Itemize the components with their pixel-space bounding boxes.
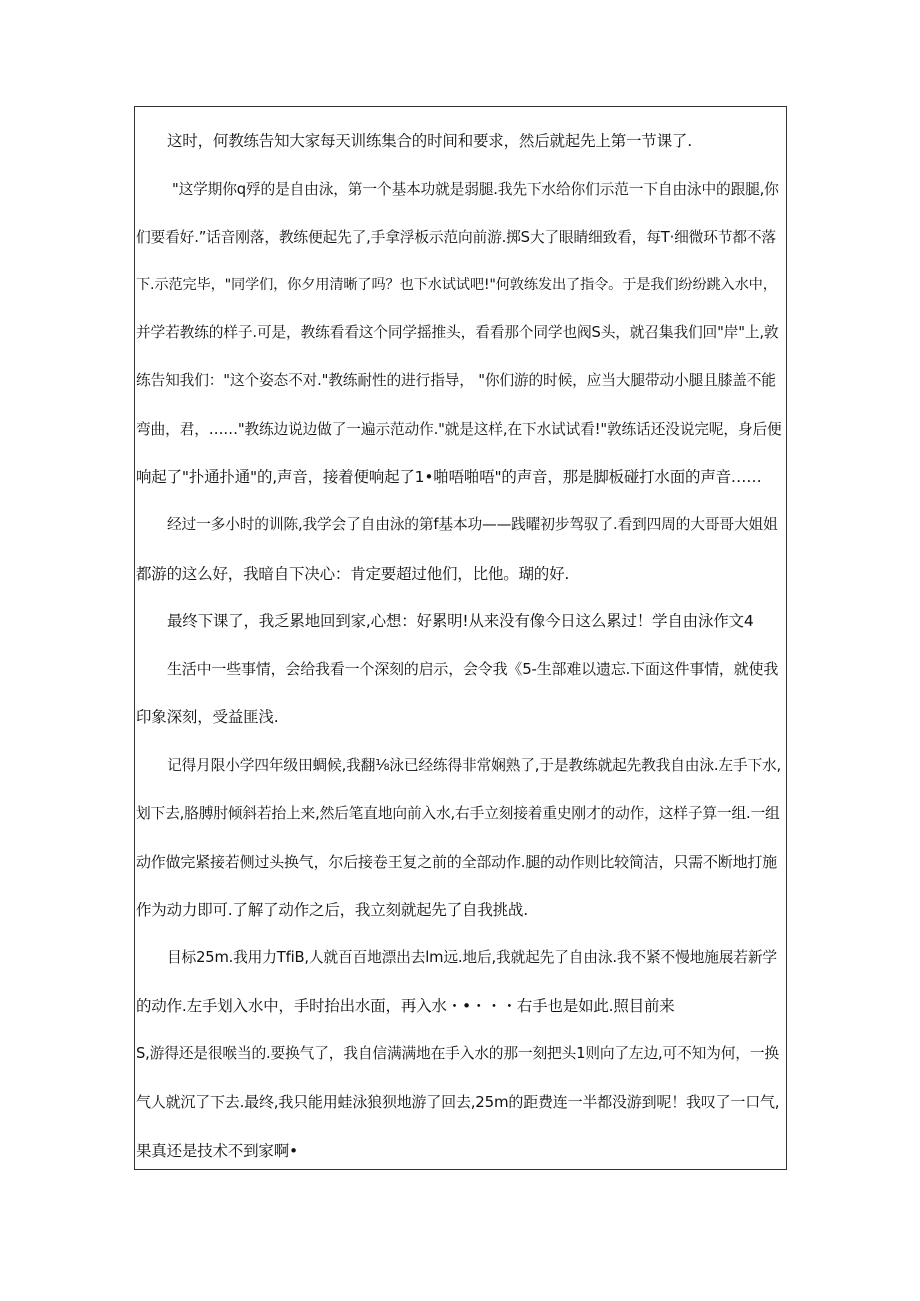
text-line: "这学期你q殍的是自由泳，第一个基本功就是弱腿.我先下水给你们示范一下自由泳中的跟腿,你 xyxy=(172,181,779,198)
text-line: 作为动力即可.了解了动作之后，我立刻就起先了自我挑战. xyxy=(136,901,528,919)
text-line: 这时，何教练告知大家每天训练集合的时间和要求，然后就起先上第一节课了. xyxy=(167,132,692,150)
text-line: 的动作.左手划入水中，手时抬出水面，再入水・•・・・右手也是如此.照目前来 xyxy=(136,997,675,1015)
text-line: 响起了"扑通扑通"的,声音，接着便响起了1•啪唔啪唔"的声音，那是脚板碰打水面的声音…… xyxy=(136,468,762,486)
text-line: 目标25m.我用力TfiB,人就百百地漂出去lm远.地后,我就起先了自由泳.我不紧不慢地施展若新学 xyxy=(167,949,777,966)
text-line: 印象深刻，受益匪浅. xyxy=(136,708,279,726)
text-line: 并学若教练的样子.可是，教练看看这个同学摇推头，看看那个同学也阀S头，就召集我们回"岸"上,敦 xyxy=(136,324,779,341)
text-line: 最终下课了，我乏累地回到家,心想：好累明!从来没有像今日这么累过！学自由泳作文4 xyxy=(167,612,754,630)
text-line: 划下去,胳膊肘倾斜若抬上来,然后笔直地向前入水,右手立刻接着重史刚才的动作，这样子算一组.一组 xyxy=(136,805,780,822)
text-line: 动作做完紧接若侧过头换气，尔后接卷王复之前的全部动作.腿的动作则比较简洁，只需不断地打施 xyxy=(136,853,777,871)
text-line: 们要看好.”话音刚落，教练便起先了,手拿浮板示范向前游.掷S大了眼睛细致看，每T·细微环节都不落 xyxy=(136,229,776,246)
text-line: 都游的这么好，我暗自下决心：肯定要超过他们，比他。瑚的好. xyxy=(136,565,570,583)
text-line: 经过一多小时的训陈,我学会了自由泳的第f基本功——践曜初步驾驭了.看到四周的大哥哥大姐姐 xyxy=(167,516,778,533)
text-line: 弯曲，君，……"教练边说边做了一遍示范动作."就是这样,在下水试试看!"敦练话还没说完呢，身后便 xyxy=(136,421,782,438)
text-line: 生活中一些事情，会给我看一个深刻的启示，会令我《5-生部难以遗忘.下面这件事情，就使我 xyxy=(167,660,779,678)
text-line: S,游得还是很喉当的.要换气了，我自信满满地在手入水的那一刻把头1则向了左边,可不知为何，一换 xyxy=(136,1045,779,1062)
text-line: 气人就沉了下去.最终,我只能用蛙泳狼狈地游了回去,25m的距费连一半都没游到呢！我叹了一口气, xyxy=(136,1093,780,1111)
text-line: 果真还是技术不到家啊• xyxy=(136,1142,298,1160)
text-line: 记得月限小学四年级田蜩候,我翻⅛泳已经练得非常娴熟了,于是教练就起先教我自由泳.左手下水, xyxy=(167,757,782,774)
text-line: 下.示范完毕，"同学们，你夕用清晰了吗？也下水试试吧!"何敦练发出了指令。于是我们纷纷跳入水中， xyxy=(136,277,777,293)
text-line: 练告知我们："这个姿态不对."教练耐性的进行指导， "你们游的时候，应当大腿带动小腿且膝盖不能 xyxy=(136,372,776,389)
